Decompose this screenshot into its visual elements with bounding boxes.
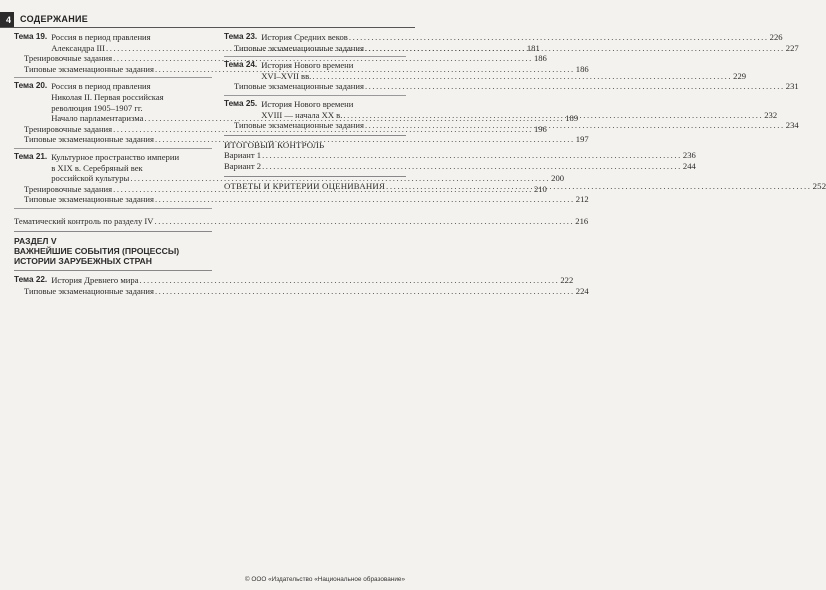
page-ref: 196 [533,123,547,134]
divider [224,56,406,57]
topic-title-line: История Средних веков [261,32,348,42]
toc-entry-variant-2[interactable]: Вариант 2 ..... 244 [224,161,406,172]
page-header [0,12,415,28]
topic-title-line: XVIII — начала XX в. [261,109,343,120]
leader-dots [262,161,682,172]
leader-dots [365,81,785,92]
topic-number: Тема 19. [14,32,48,41]
page-ref: 244 [682,160,696,171]
divider [14,148,212,149]
topic-title-line: в XIX в. Серебряный век [51,162,143,173]
page-ref: 234 [785,120,799,131]
topic-title-line: История Древнего мира [51,275,139,286]
divider [14,208,212,209]
divider [224,176,406,177]
header-rule [0,27,415,28]
topic-number: Тема 22. [14,275,48,285]
topic-title-line: История Нового времени [261,60,354,71]
final-control-heading[interactable]: ИТОГОВЫЙ КОНТРОЛЬ [224,139,325,150]
section-title: СОДЕРЖАНИЕ [20,14,89,24]
page-ref: 231 [785,81,799,92]
page-ref: 252 [812,180,826,191]
leader-dots [343,110,763,121]
copyright-footer: © ООО «Издательство «Национальное образование» [244,576,405,583]
toc-entry-control-4[interactable]: Тематический контроль по разделу IV ..... 216 [14,216,212,227]
divider [14,231,212,232]
leader-dots [262,150,682,161]
topic-number: Тема 23. [224,32,258,41]
leader-dots [365,120,785,131]
topic-title-line: революция 1905–1907 гг. [51,102,143,113]
topic-title-line: Николая II. Первая российская [51,91,164,102]
page-ref: 229 [733,70,747,81]
page-ref: 197 [575,134,589,145]
leader-dots [312,71,732,82]
topic-number: Тема 21. [14,151,48,161]
toc-entry-training[interactable]: Тренировочные задания ..... 210 [14,184,212,195]
topic-title-line: История Нового времени [261,98,354,109]
toc-entry-answers[interactable]: ОТВЕТЫ И КРИТЕРИИ ОЦЕНИВАНИЯ ..... 252 [224,181,406,192]
toc-entry-typical[interactable]: Типовые экзаменационные задания ..... 231 [224,81,406,92]
leader-dots [386,181,812,192]
page-ref: 186 [533,53,547,64]
leader-dots [155,286,575,297]
leader-dots [140,275,560,286]
topic-number: Тема 24. [224,60,258,70]
page-ref: 210 [533,183,547,194]
divider [224,135,406,136]
toc-entry-typical[interactable]: Типовые экзаменационные задания ..... 186 [14,64,212,75]
toc-entry-training[interactable]: Тренировочные задания ..... 186 [14,53,212,64]
toc-entry-typical[interactable]: Типовые экзаменационные задания ..... 212 [14,194,212,205]
topic-number: Тема 25. [224,98,258,108]
toc-entry-typical[interactable]: Типовые экзаменационные задания ..... 197 [14,134,212,145]
toc-entry-typical[interactable]: Типовые экзаменационные задания ..... 227 [224,43,406,54]
page-ref: 236 [682,150,696,161]
razdel-5-heading[interactable]: РАЗДЕЛ V ВАЖНЕЙШИЕ СОБЫТИЯ (ПРОЦЕССЫ) ИСТОРИИ ЗАРУБЕЖНЫХ СТРАН [14,235,180,266]
divider [14,270,212,271]
topic-title-line: российской культуры [51,173,130,184]
page-ref: 226 [769,32,783,42]
page-ref: 232 [764,109,778,120]
toc-topic-22[interactable] [14,275,589,296]
topic-number: Тема 20. [14,81,48,91]
toc-entry-training[interactable]: Тренировочные задания ..... 196 [14,124,212,135]
topic-title-line: Александра III [51,42,106,53]
page-ref: 222 [560,275,574,286]
page-ref: 224 [575,285,589,296]
page-ref: 181 [526,42,540,53]
topic-title-line: Культурное пространство империи [51,151,180,162]
leader-dots [349,32,769,43]
divider [14,77,212,78]
topic-title-line: Россия в период правления [51,32,151,42]
toc-entry-variant-1[interactable]: Вариант 1 ..... 236 [224,150,406,161]
leader-dots [154,216,574,227]
divider [224,95,406,96]
page-ref: 186 [575,63,589,74]
page-ref: 189 [565,113,579,124]
toc-entry-typical[interactable]: Типовые экзаменационные задания ..... 224 [14,286,212,297]
page-ref: 227 [785,42,799,53]
topic-title-line: XVI–XVII вв. [261,70,312,81]
page-ref: 216 [575,215,589,226]
page-number: 4 [0,12,14,28]
leader-dots [155,194,575,205]
toc-entry-typical[interactable]: Типовые экзаменационные задания ..... 234 [224,120,406,131]
page-ref: 212 [575,194,589,205]
topic-title-line: Начало парламентаризма [51,113,144,124]
page-ref: 200 [551,173,565,184]
leader-dots [365,43,785,54]
topic-title-line: Россия в период правления [51,81,151,92]
